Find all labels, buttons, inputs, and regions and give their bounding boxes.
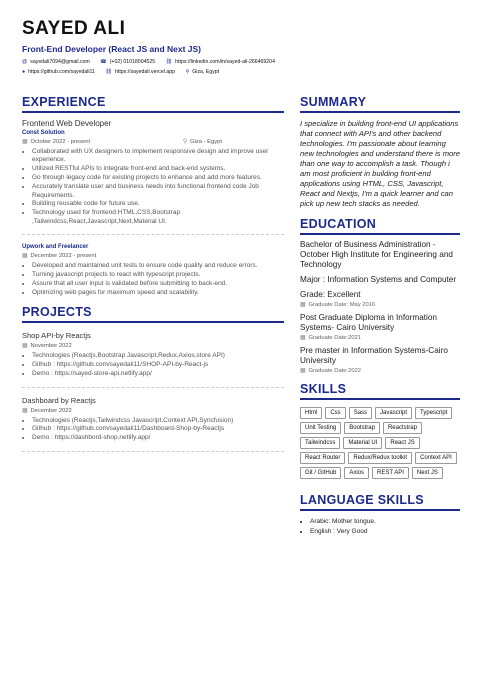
github-icon: ●	[22, 69, 26, 75]
list-item: • Technologies (Reactjs,Tailwindcss Javascript,Context API,Syncfusion)	[32, 417, 284, 425]
summary-heading: SUMMARY	[300, 95, 460, 113]
project-meta	[22, 408, 222, 414]
list-item: • Go through legacy code for existing projects to enhance and add more features.	[32, 174, 284, 182]
skill-tag: React JS	[385, 437, 419, 449]
list-item: • Collaborated with UX designers to implement responsive design and improve user experience.	[32, 148, 284, 165]
candidate-name: SAYED ALI	[22, 18, 126, 39]
education-item	[300, 313, 460, 341]
skill-tag: REST API	[372, 467, 409, 479]
divider	[22, 451, 284, 452]
job-meta	[22, 253, 222, 259]
github-item[interactable]	[22, 67, 95, 77]
skill-tag: Html	[300, 407, 322, 419]
education-date: ▦ Graduate Date: May 2016	[300, 302, 376, 308]
education-text: Grade: Excellent	[300, 290, 361, 299]
github-text: https://github.com/sayedali11	[28, 69, 95, 75]
education-date: ▦ Graduate Date:2021	[300, 335, 362, 341]
project-entry	[22, 331, 284, 387]
education-item	[300, 240, 460, 270]
skill-tag: React Router	[300, 452, 345, 464]
divider	[22, 234, 284, 235]
skill-tag: Git / GitHub	[300, 467, 341, 479]
list-item: • Arabic: Mother tongue.	[310, 517, 460, 527]
job-company: Upwork and Freelancer	[22, 244, 89, 251]
divider	[22, 387, 284, 388]
job-date: ▦ December 2022 - present	[22, 253, 97, 260]
skill-tag: Reactstrap	[383, 422, 422, 434]
right-column	[300, 95, 460, 536]
skill-tag: Javascript	[375, 407, 412, 419]
skill-tag: Redux/Redux toolkit	[348, 452, 412, 464]
job-bullets	[22, 148, 284, 226]
email-text: sayedali7094@gmail.com	[30, 59, 90, 65]
calendar-icon: ▦	[22, 407, 28, 414]
education-heading: EDUCATION	[300, 217, 460, 235]
phone-icon: ☎	[100, 59, 107, 65]
job-entry	[22, 244, 284, 297]
summary-text: I specialize in building front-end UI applications that connect with API's and other backend technologies. I'm passionate about learning new technologies and understand there is more than one way to accomplish a task. Though i am most proficient in building front-end applications using HTML, CSS, Javascript, React and Nextjs, I'm a quick learner and can pick up new tech stacks as needed.	[300, 119, 460, 208]
skill-tag: Tailwindcss	[300, 437, 340, 449]
list-item: • Turning javascript projects to react with typescript projects.	[32, 271, 284, 279]
experience-heading: EXPERIENCE	[22, 95, 284, 113]
location-item	[185, 67, 219, 77]
at-icon: @	[22, 59, 28, 65]
calendar-icon: ▦	[22, 253, 28, 260]
link-icon: ⛓	[165, 59, 173, 65]
calendar-icon: ▦	[300, 335, 306, 341]
project-meta	[22, 343, 222, 349]
project-entry	[22, 396, 284, 452]
list-item: • English : Very Good	[310, 527, 460, 537]
project-date: ▦ November 2022	[22, 343, 72, 350]
project-title: Dashboard by Reactjs	[22, 395, 96, 405]
education-item	[300, 290, 460, 308]
list-item: • Optimizing web pages for maximum speed and scalability.	[32, 289, 284, 297]
left-column	[22, 95, 284, 452]
education-text: Post Graduate Diploma in Information Systems- Cairo University	[300, 313, 437, 332]
linkedin-text: https://linkedin.com/in/sayed-ali-266469204	[175, 59, 275, 65]
project-bullets	[22, 417, 284, 443]
job-bullets	[22, 262, 284, 297]
list-item: • Technologies (Reactjs,Bootstrap Javascript,Redux,Axios,store API)	[32, 352, 284, 360]
list-item: • Assure that all user input is validated before submitting to back-end.	[32, 280, 284, 288]
job-location: ⚲ Giza - Egypt	[182, 139, 222, 145]
candidate-role: Front-End Developer (React JS and Next JS)	[22, 44, 202, 54]
skill-tag: Axios	[344, 467, 369, 479]
list-item[interactable]: • Github : https://github.com/sayedali11/SHOP-API-by-React-js	[32, 361, 284, 369]
project-bullets	[22, 352, 284, 378]
calendar-icon: ▦	[300, 302, 306, 308]
list-item: • Utilized RESTful APIs to integrate front-end and back-end systems.	[32, 165, 284, 173]
project-title: Shop API-by Reactjs	[22, 331, 91, 341]
location-pin-icon: ⚲	[185, 69, 190, 75]
education-date: ▦ Graduate Date:2022	[300, 368, 362, 374]
job-meta	[22, 139, 222, 145]
language-list	[300, 517, 460, 536]
skill-tag: Typescript	[415, 407, 452, 419]
education-text: Bachelor of Business Administration - October High Institute for Engineering and Technology	[300, 240, 453, 269]
resume-header	[22, 18, 462, 77]
calendar-icon: ▦	[22, 343, 28, 350]
job-date: ▦ October 2022 - present	[22, 139, 91, 145]
location-pin-icon: ⚲	[182, 139, 188, 145]
skill-tag: Bootstrap	[344, 422, 380, 434]
education-text: Pre master in Information Systems-Cairo University	[300, 346, 448, 365]
phone-item[interactable]	[100, 57, 155, 67]
list-item[interactable]: • Demo : https://sayed-store-api.netlify.app/	[32, 370, 284, 378]
list-item[interactable]: • Demo : https://dashbord-shop.netlify.app/	[32, 434, 284, 442]
job-entry	[22, 119, 284, 235]
projects-heading: PROJECTS	[22, 305, 284, 323]
linkedin-item[interactable]	[166, 57, 275, 67]
skills-heading: SKILLS	[300, 382, 460, 400]
skill-tag: Unit Testing	[300, 422, 341, 434]
calendar-icon: ▦	[22, 139, 28, 145]
email-item[interactable]	[22, 57, 90, 67]
website-item[interactable]	[105, 67, 175, 77]
contact-info	[22, 57, 462, 77]
project-date: ▦ December 2022	[22, 407, 72, 414]
skill-tag: Css	[325, 407, 345, 419]
list-item: • Accurately translate user and business needs into functional frontend code Job Requirements.	[32, 183, 284, 200]
language-skills-heading: LANGUAGE SKILLS	[300, 493, 460, 511]
education-item	[300, 275, 460, 285]
website-text: https://sayedali.vercel.app	[115, 69, 175, 75]
link-icon: ⛓	[105, 69, 112, 75]
location-text: Giza, Egypt	[192, 69, 220, 75]
skill-tag: Next JS	[412, 467, 443, 479]
list-item: • Technology used for frontend:HTML,CSS,Bootstrap ,Tailwindcss,React,Javascript,Next,Material UI.	[32, 209, 284, 226]
skill-tag: Sass	[349, 407, 372, 419]
skill-tag: Material UI	[343, 437, 382, 449]
list-item[interactable]: • Github : https://github.com/sayedali11/Dashboard-Shop-by-Reactjs	[32, 425, 284, 433]
job-company: Const Solution	[22, 130, 65, 136]
calendar-icon: ▦	[300, 368, 306, 374]
skill-tag: Context API	[415, 452, 457, 464]
list-item: • Developed and maintained unit tests to ensure code quality and reduce errors.	[32, 262, 284, 270]
phone-text: (+02) 01018004525	[109, 59, 156, 65]
job-title: Frontend Web Developer	[22, 119, 112, 128]
skills-list	[300, 407, 460, 479]
list-item: • Building reusable code for future use.	[32, 200, 284, 208]
education-text: Major : Information Systems and Computer	[300, 275, 457, 284]
education-item	[300, 346, 460, 374]
